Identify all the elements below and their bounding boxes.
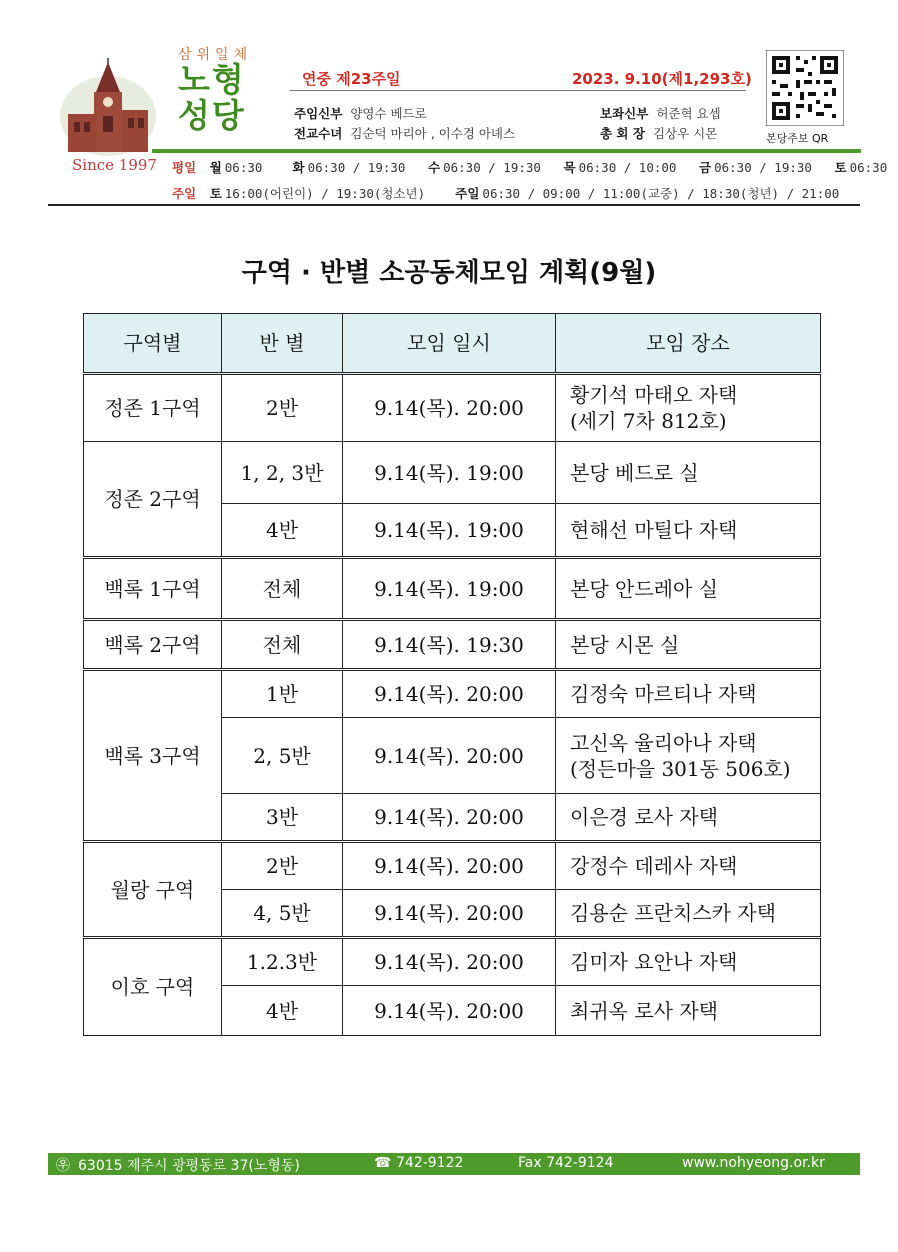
place-cell: 이은경 로사 자택	[556, 794, 821, 842]
staff-president: 총 회 장 김상우 시몬	[600, 126, 718, 141]
place-cell: 강정수 데레사 자택	[556, 842, 821, 890]
header-bottom-rule	[48, 204, 860, 206]
church-name-line1: 노형	[178, 60, 246, 99]
ban-cell: 4, 5반	[222, 890, 343, 938]
staff-assistant: 보좌신부 허준혁 요셉	[600, 106, 721, 121]
district-cell: 백록 1구역	[84, 558, 222, 620]
datetime-cell: 9.14(목). 20:00	[343, 842, 556, 890]
table-row	[84, 558, 821, 620]
postal-icon: ㉾	[56, 1158, 70, 1174]
district-cell: 정존 1구역	[84, 374, 222, 442]
footer-website-link[interactable]: www.nohyeong.or.kr	[682, 1155, 825, 1171]
place-cell: 본당 시몬 실	[556, 620, 821, 670]
table-row	[84, 374, 821, 442]
district-cell: 정존 2구역	[84, 442, 222, 558]
bulletin-date: 2023. 9.10(제1,293호)	[572, 70, 752, 88]
datetime-cell: 9.14(목). 19:00	[343, 442, 556, 504]
footer-fax: Fax 742-9124	[518, 1155, 614, 1171]
table-row	[84, 670, 821, 718]
qr-code-icon[interactable]	[766, 50, 844, 126]
church-name-line2: 성당	[178, 96, 246, 135]
ban-cell: 1반	[222, 670, 343, 718]
footer-bar	[48, 1153, 860, 1175]
district-cell: 월랑 구역	[84, 842, 222, 938]
slogan: 삼위일체	[178, 47, 253, 63]
liturgical-week: 연중 제23주일	[302, 70, 401, 88]
ban-cell: 4반	[222, 986, 343, 1036]
col-header-place: 모임 장소	[556, 314, 821, 374]
qr-label: 본당주보 QR	[766, 132, 829, 145]
footer-phone[interactable]: 742-9122	[396, 1155, 464, 1171]
church-name	[178, 62, 246, 134]
district-cell: 백록 2구역	[84, 620, 222, 670]
ban-cell: 전체	[222, 620, 343, 670]
ban-cell: 2, 5반	[222, 718, 343, 794]
meeting-schedule-table	[83, 313, 821, 1036]
sunday-mass-row: 주일 토 16:00(어린이) / 19:30(청소년) 주일 06:30 / 09:00 / 11:00(교중) / 18:30(청년) / 21:00	[172, 186, 840, 201]
staff-sisters: 전교수녀 김순덕 마리아 , 이수경 아녜스	[294, 126, 516, 141]
ban-cell: 2반	[222, 842, 343, 890]
ban-cell: 4반	[222, 504, 343, 558]
header-divider	[290, 90, 746, 91]
ban-cell: 2반	[222, 374, 343, 442]
datetime-cell: 9.14(목). 20:00	[343, 670, 556, 718]
ban-cell: 1, 2, 3반	[222, 442, 343, 504]
datetime-cell: 9.14(목). 19:00	[343, 504, 556, 558]
weekday-mass-row: 평일 월 06:30 화 06:30 / 19:30 수 06:30 / 19:30 목 06:30 / 10:00 금 06:30 / 19:30 토 06:30	[172, 160, 888, 175]
col-header-ban: 반 별	[222, 314, 343, 374]
district-cell: 백록 3구역	[84, 670, 222, 842]
place-cell: 김정숙 마르티나 자택	[556, 670, 821, 718]
page-title: 구역 · 반별 소공동체모임 계획(9월)	[241, 258, 657, 288]
since-label: Since 1997	[72, 156, 157, 174]
place-cell: 김용순 프란치스카 자택	[556, 890, 821, 938]
place-cell: 최귀옥 로사 자택	[556, 986, 821, 1036]
place-cell: 김미자 요안나 자택	[556, 938, 821, 986]
footer-address: 63015 제주시 광평동로 37(노형동)	[78, 1158, 300, 1174]
datetime-cell: 9.14(목). 20:00	[343, 938, 556, 986]
table-row	[84, 938, 821, 986]
datetime-cell: 9.14(목). 20:00	[343, 718, 556, 794]
table-header-row	[84, 314, 821, 374]
place-cell: 본당 베드로 실	[556, 442, 821, 504]
phone-icon: ☎	[374, 1155, 392, 1171]
ban-cell: 3반	[222, 794, 343, 842]
place-cell: 본당 안드레아 실	[556, 558, 821, 620]
col-header-datetime: 모임 일시	[343, 314, 556, 374]
place-cell: 황기석 마태오 자택 (세기 7차 812호)	[556, 374, 821, 442]
staff-pastor: 주임신부 양영수 베드로	[294, 106, 427, 121]
table-row	[84, 842, 821, 890]
place-cell: 현해선 마틸다 자택	[556, 504, 821, 558]
datetime-cell: 9.14(목). 20:00	[343, 794, 556, 842]
datetime-cell: 9.14(목). 19:00	[343, 558, 556, 620]
table-row	[84, 620, 821, 670]
datetime-cell: 9.14(목). 20:00	[343, 890, 556, 938]
datetime-cell: 9.14(목). 20:00	[343, 374, 556, 442]
datetime-cell: 9.14(목). 20:00	[343, 986, 556, 1036]
header-green-bar	[152, 149, 861, 153]
ban-cell: 전체	[222, 558, 343, 620]
church-logo-image	[58, 56, 158, 156]
table-row	[84, 442, 821, 504]
datetime-cell: 9.14(목). 19:30	[343, 620, 556, 670]
district-cell: 이호 구역	[84, 938, 222, 1036]
ban-cell: 1.2.3반	[222, 938, 343, 986]
place-cell: 고신옥 율리아나 자택 (정든마을 301동 506호)	[556, 718, 821, 794]
col-header-district: 구역별	[84, 314, 222, 374]
